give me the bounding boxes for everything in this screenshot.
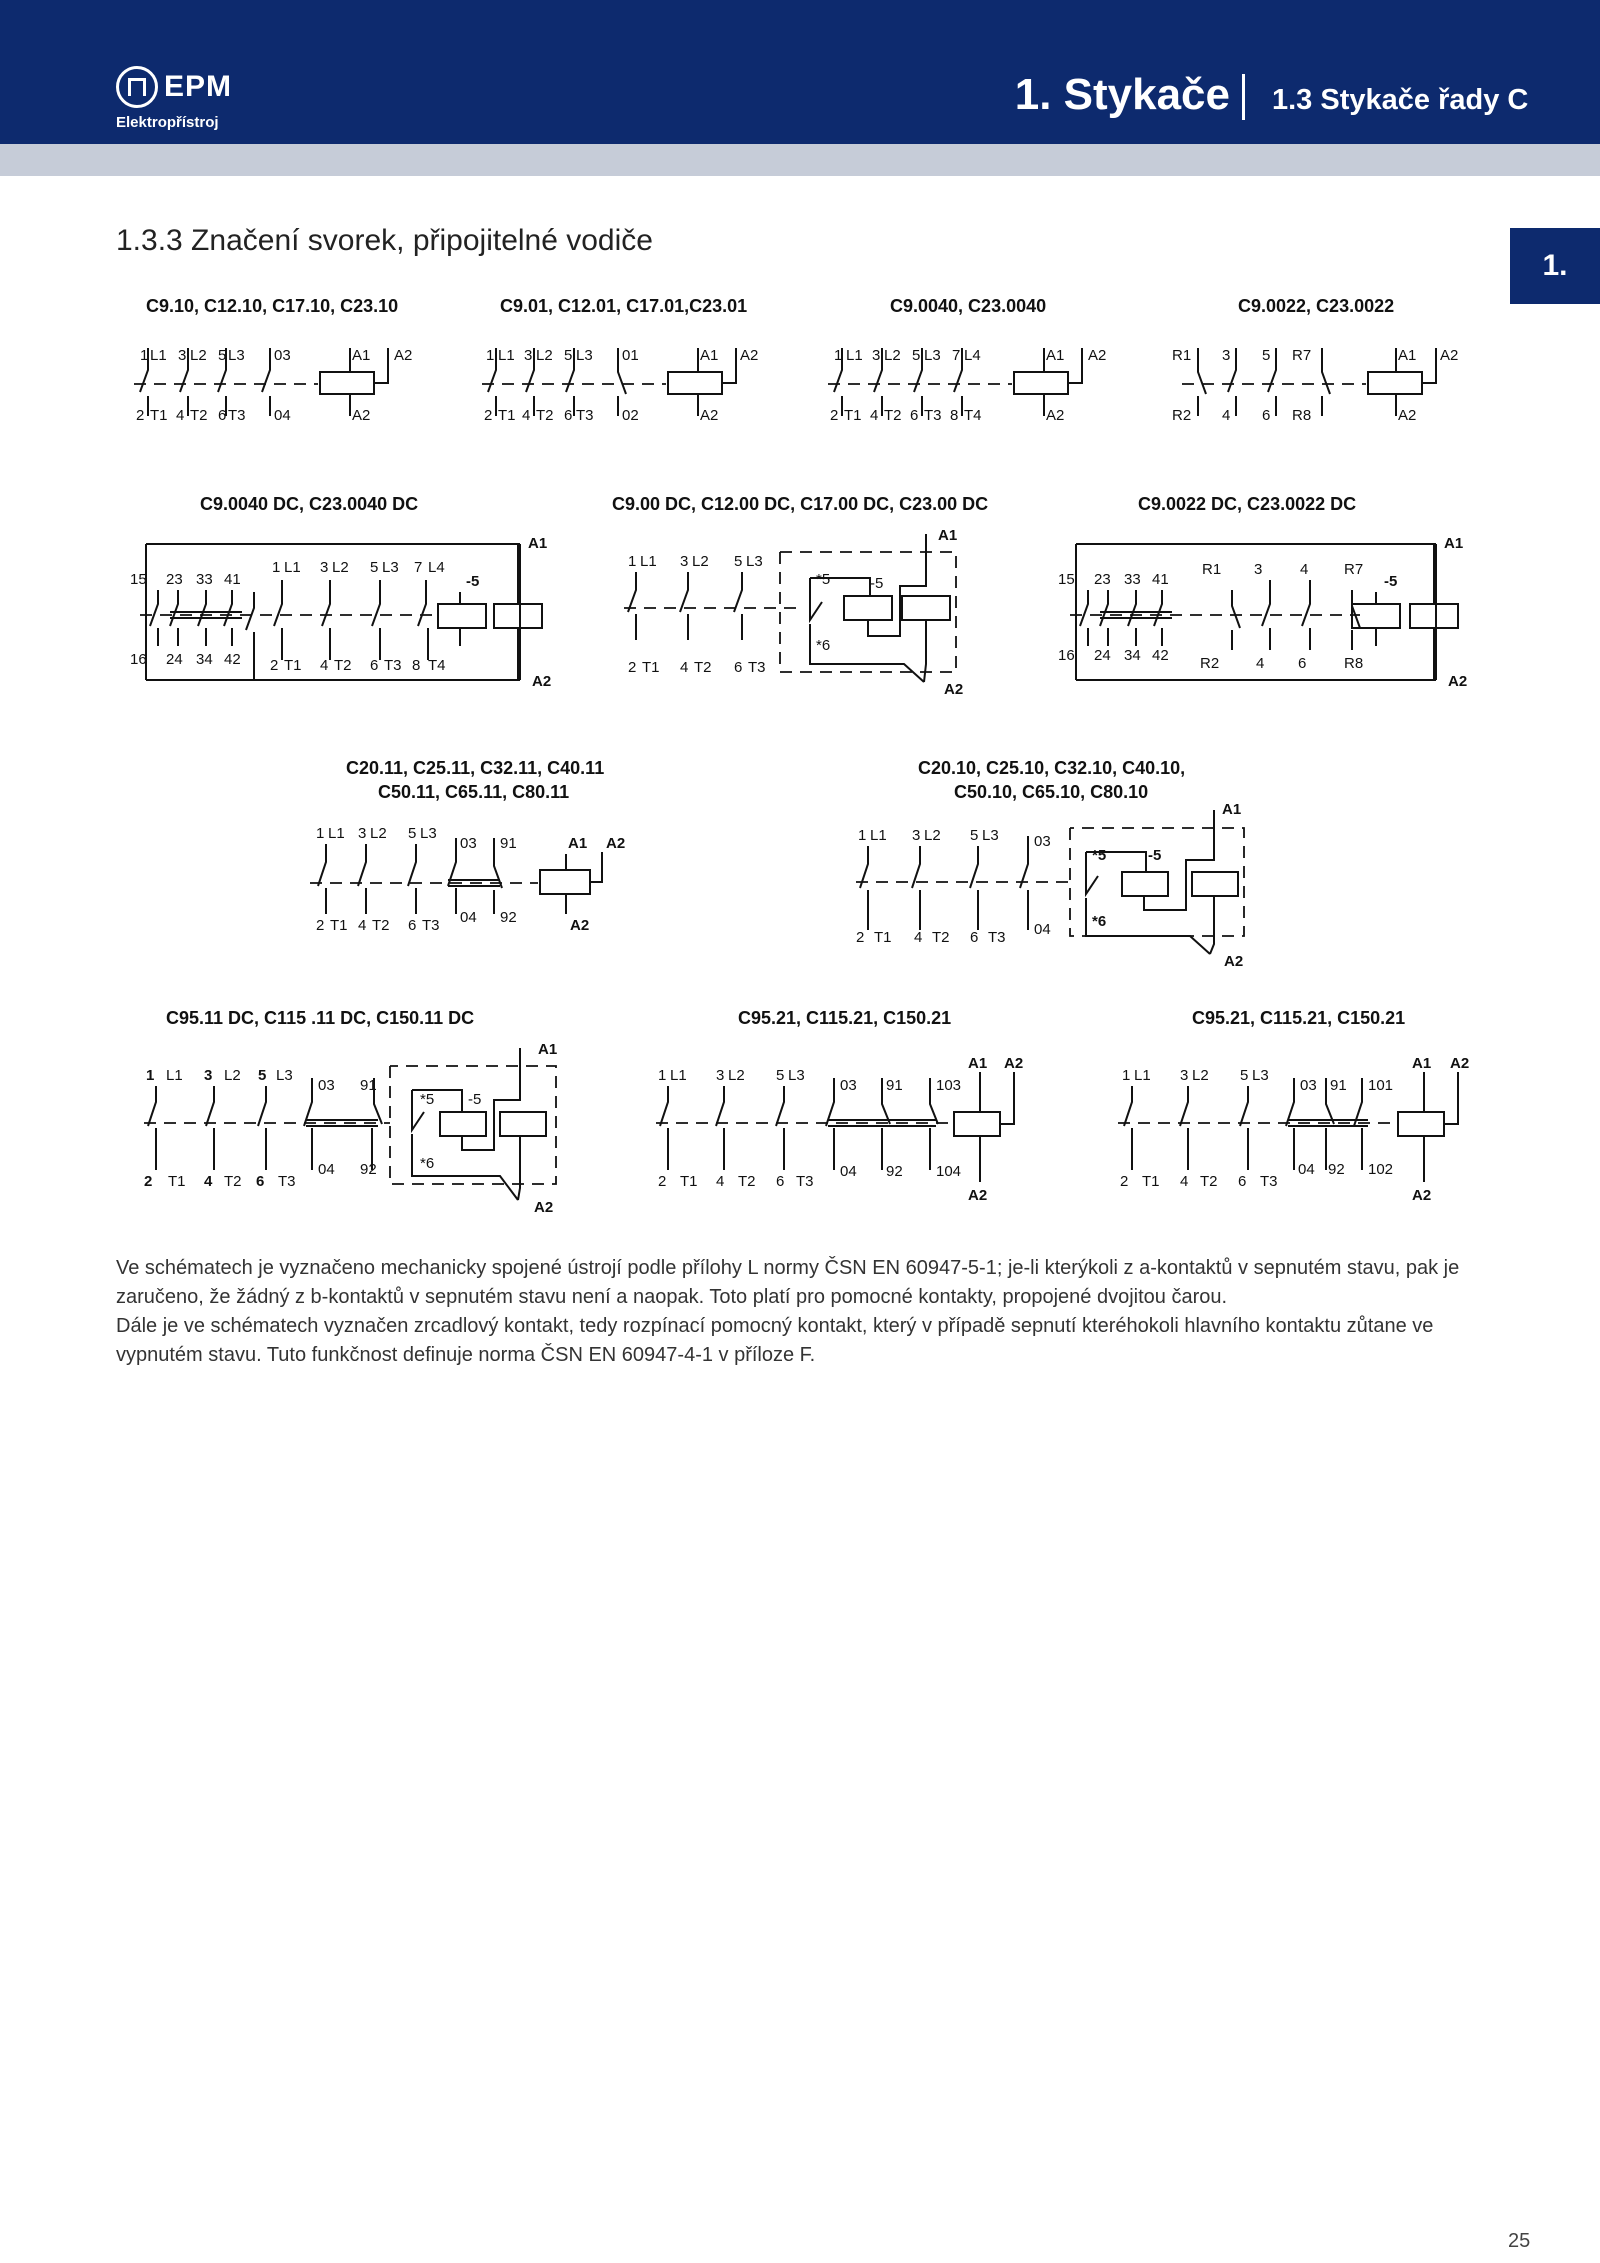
terminal-label: 2 (484, 407, 493, 424)
terminal-label: L1 (166, 1067, 183, 1084)
terminal-label: 4 (204, 1173, 213, 1190)
diagram-title: C95.11 DC, C115 .11 DC, C150.11 DC (166, 1008, 475, 1028)
terminal-label: 6 (1298, 655, 1307, 672)
terminal-label: 91 (500, 835, 517, 852)
terminal-label: 6 (370, 657, 379, 674)
terminal-label: 92 (1328, 1161, 1345, 1178)
terminal-label: 3 (358, 825, 367, 842)
terminal-label: T3 (384, 657, 402, 674)
terminal-label: *6 (816, 637, 831, 654)
terminal-label: T2 (738, 1173, 756, 1190)
terminal-label: A2 (394, 347, 413, 364)
terminal-label: A2 (1224, 953, 1244, 970)
terminal-label: L2 (692, 553, 709, 570)
terminal-label: 03 (274, 347, 291, 364)
terminal-label: 1 (486, 347, 495, 364)
terminal-label: *6 (420, 1155, 435, 1172)
diagram-title: C9.00 DC, C12.00 DC, C17.00 DC, C23.00 DC (612, 494, 989, 514)
diagram-c9-0040-dc (130, 494, 551, 690)
terminal-label: 6 (734, 659, 743, 676)
terminal-label: 2 (1120, 1173, 1129, 1190)
diagram-c95-21-b (1118, 1008, 1469, 1204)
terminal-label: T3 (1260, 1173, 1278, 1190)
page-number: 25 (1508, 2230, 1531, 2252)
terminal-label: A1 (1046, 347, 1065, 364)
diagram-title-line2: C50.10, C65.10, C80.10 (954, 782, 1149, 802)
terminal-label: *6 (1092, 913, 1107, 930)
terminal-label: 4 (716, 1173, 725, 1190)
terminal-label: A2 (700, 407, 719, 424)
diagram-title-line2: C50.11, C65.11, C80.11 (378, 782, 570, 802)
terminal-label: 04 (274, 407, 291, 424)
diagram-title: C9.0040 DC, C23.0040 DC (200, 494, 419, 514)
terminal-label: A1 (568, 835, 588, 852)
terminal-label: L2 (536, 347, 553, 364)
terminal-label: L3 (276, 1067, 293, 1084)
terminal-label: 4 (522, 407, 531, 424)
terminal-label: 1 (272, 559, 281, 576)
terminal-label: T1 (284, 657, 302, 674)
terminal-label: A2 (1450, 1055, 1470, 1072)
terminal-label: 15 (130, 571, 147, 588)
terminal-label: 24 (1094, 647, 1111, 664)
terminal-label: 4 (914, 929, 923, 946)
terminal-label: 2 (658, 1173, 667, 1190)
terminal-label: 03 (1034, 833, 1051, 850)
terminal-label: 102 (1368, 1161, 1394, 1178)
terminal-label: L2 (924, 827, 941, 844)
diagram-c20-11 (310, 758, 625, 934)
terminal-label: L3 (746, 553, 763, 570)
terminal-label: *5 (1092, 847, 1107, 864)
terminal-label: A1 (1444, 535, 1464, 552)
terminal-label: A2 (1088, 347, 1107, 364)
terminal-label: T2 (884, 407, 902, 424)
terminal-label: 4 (1256, 655, 1265, 672)
terminal-label: T1 (844, 407, 862, 424)
diagram-title: C9.0022 DC, C23.0022 DC (1138, 494, 1357, 514)
terminal-label: 3 (320, 559, 329, 576)
terminal-label: 01 (622, 347, 639, 364)
terminal-label: T1 (150, 407, 168, 424)
logo-brand: EPM (164, 70, 233, 103)
terminal-label: -5 (468, 1091, 482, 1108)
terminal-label: *5 (420, 1091, 435, 1108)
terminal-label: L3 (382, 559, 399, 576)
terminal-label: 4 (1180, 1173, 1189, 1190)
terminal-label: A1 (528, 535, 548, 552)
terminal-label: 101 (1368, 1077, 1394, 1094)
terminal-label: T3 (576, 407, 594, 424)
terminal-label: T2 (372, 917, 390, 934)
terminal-label: 23 (166, 571, 183, 588)
terminal-label: L3 (924, 347, 941, 364)
terminal-label: R2 (1172, 407, 1192, 424)
terminal-label: T1 (1142, 1173, 1160, 1190)
terminal-label: 4 (176, 407, 185, 424)
terminal-label: 24 (166, 651, 183, 668)
terminal-label: 41 (1152, 571, 1169, 588)
terminal-label: A1 (352, 347, 371, 364)
terminal-label: L2 (1192, 1067, 1209, 1084)
terminal-label: 3 (716, 1067, 725, 1084)
terminal-label: 2 (628, 659, 637, 676)
terminal-label: 5 (564, 347, 573, 364)
terminal-label: A2 (1398, 407, 1417, 424)
terminal-label: 34 (196, 651, 213, 668)
terminal-label: T2 (1200, 1173, 1218, 1190)
terminal-label: R1 (1202, 561, 1222, 578)
diagram-c9-10 (134, 296, 412, 424)
terminal-label: 5 (970, 827, 979, 844)
chapter-title: 1. Stykače (1014, 70, 1230, 119)
terminal-label: T3 (924, 407, 942, 424)
terminal-label: A2 (944, 681, 964, 698)
terminal-label: 6 (218, 407, 227, 424)
terminal-label: 04 (460, 909, 477, 926)
terminal-label: A2 (1412, 1187, 1432, 1204)
terminal-label: 04 (1034, 921, 1051, 938)
terminal-label: 5 (218, 347, 227, 364)
terminal-label: L1 (870, 827, 887, 844)
terminal-label: L3 (228, 347, 245, 364)
terminal-label: 34 (1124, 647, 1141, 664)
terminal-label: 1 (858, 827, 867, 844)
terminal-label: T2 (334, 657, 352, 674)
diagram-c9-0022-dc (1058, 494, 1467, 690)
terminal-label: 6 (910, 407, 919, 424)
terminal-label: 33 (196, 571, 213, 588)
terminal-label: 7 (952, 347, 961, 364)
terminal-label: A2 (1448, 673, 1468, 690)
terminal-label: L1 (670, 1067, 687, 1084)
terminal-label: L1 (846, 347, 863, 364)
terminal-label: L2 (884, 347, 901, 364)
terminal-label: 1 (316, 825, 325, 842)
terminal-label: L4 (964, 347, 981, 364)
terminal-label: T2 (932, 929, 950, 946)
terminal-label: 2 (144, 1173, 153, 1190)
diagram-title: C9.0040, C23.0040 (890, 296, 1047, 316)
terminal-label: 2 (316, 917, 325, 934)
terminal-label: 3 (178, 347, 187, 364)
terminal-label: 5 (370, 559, 379, 576)
terminal-label: 92 (360, 1161, 377, 1178)
terminal-label: L3 (576, 347, 593, 364)
terminal-label: T1 (168, 1173, 186, 1190)
terminal-label: L2 (224, 1067, 241, 1084)
terminal-label: 1 (146, 1067, 155, 1084)
diagram-c9-00-dc (612, 494, 988, 698)
terminal-label: 8 (412, 657, 421, 674)
diagram-c9-0040 (828, 296, 1106, 424)
terminal-label: 1 (628, 553, 637, 570)
terminal-label: 5 (1262, 347, 1271, 364)
terminal-label: T1 (874, 929, 892, 946)
terminal-label: 3 (872, 347, 881, 364)
logo-subtitle: Elektropřístroj (116, 114, 219, 131)
terminal-label: 1 (140, 347, 149, 364)
terminal-label: A2 (968, 1187, 988, 1204)
chapter-subtitle: 1.3 Stykače řady C (1272, 84, 1529, 116)
terminal-label: 6 (564, 407, 573, 424)
terminal-label: A2 (532, 673, 552, 690)
terminal-label: R1 (1172, 347, 1192, 364)
terminal-label: L1 (640, 553, 657, 570)
diagram-c9-01 (482, 296, 758, 424)
terminal-label: T2 (224, 1173, 242, 1190)
terminal-label: L2 (332, 559, 349, 576)
terminal-label: L1 (1134, 1067, 1151, 1084)
terminal-label: 3 (204, 1067, 213, 1084)
terminal-label: T4 (428, 657, 446, 674)
diagram-title-line1: C20.11, C25.11, C32.11, C40.11 (346, 758, 605, 778)
terminal-label: 1 (658, 1067, 667, 1084)
terminal-label: A2 (606, 835, 626, 852)
terminal-label: L3 (982, 827, 999, 844)
terminal-label: A1 (1412, 1055, 1432, 1072)
terminal-label: L3 (788, 1067, 805, 1084)
terminal-label: L3 (1252, 1067, 1269, 1084)
terminal-label: 16 (1058, 647, 1075, 664)
terminal-label: A1 (538, 1041, 558, 1058)
terminal-label: 23 (1094, 571, 1111, 588)
diagram-title: C9.0022, C23.0022 (1238, 296, 1395, 316)
terminal-label: 4 (680, 659, 689, 676)
diagram-title: C9.10, C12.10, C17.10, C23.10 (146, 296, 399, 316)
terminal-label: R2 (1200, 655, 1220, 672)
terminal-label: 5 (258, 1067, 267, 1084)
terminal-label: L1 (150, 347, 167, 364)
terminal-label: *5 (816, 571, 831, 588)
terminal-label: T1 (330, 917, 348, 934)
terminal-label: -5 (466, 573, 480, 590)
terminal-label: A1 (1222, 801, 1242, 818)
terminal-label: T1 (680, 1173, 698, 1190)
terminal-label: 4 (1222, 407, 1231, 424)
terminal-label: 91 (886, 1077, 903, 1094)
terminal-label: 4 (320, 657, 329, 674)
terminal-label: T4 (964, 407, 982, 424)
terminal-label: 02 (622, 407, 639, 424)
terminal-label: T3 (422, 917, 440, 934)
terminal-label: R7 (1292, 347, 1312, 364)
terminal-label: L2 (728, 1067, 745, 1084)
terminal-label: A2 (534, 1199, 554, 1216)
terminal-label: A2 (570, 917, 590, 934)
terminal-label: 5 (1240, 1067, 1249, 1084)
terminal-label: 04 (318, 1161, 335, 1178)
terminal-label: T3 (228, 407, 246, 424)
terminal-label: 03 (1300, 1077, 1317, 1094)
diagram-title-line1: C20.10, C25.10, C32.10, C40.10, (918, 758, 1186, 778)
terminal-label: 6 (1262, 407, 1271, 424)
terminal-label: T2 (536, 407, 554, 424)
terminal-label: 1 (1122, 1067, 1131, 1084)
terminal-label: 04 (840, 1163, 857, 1180)
terminal-label: A1 (938, 527, 958, 544)
terminal-label: A1 (1398, 347, 1417, 364)
terminal-label: 42 (224, 651, 241, 668)
terminal-label: L1 (328, 825, 345, 842)
terminal-label: T1 (642, 659, 660, 676)
terminal-label: T2 (694, 659, 712, 676)
notes-paragraph-1: Ve schématech je vyznačeno mechanicky spojené ústrojí podle přílohy L normy ČSN EN 60947-5-1; je-li kterýkoli z a-kontaktů v sepnutém stavu, pak je zaručeno, že žádný z b-kontaktů v sepnutém stavu není a naopak. Toto platí pro pomocné kontakty, propojené dvojitou čarou. (116, 1257, 1460, 1308)
terminal-label: 6 (776, 1173, 785, 1190)
terminal-label: A2 (1004, 1055, 1024, 1072)
terminal-label: 6 (408, 917, 417, 934)
terminal-label: 5 (734, 553, 743, 570)
terminal-label: 7 (414, 559, 423, 576)
terminal-label: 2 (856, 929, 865, 946)
terminal-label: 6 (1238, 1173, 1247, 1190)
terminal-label: 2 (830, 407, 839, 424)
chapter-side-tab: 1. (1510, 228, 1600, 304)
terminal-label: 92 (500, 909, 517, 926)
terminal-label: 41 (224, 571, 241, 588)
terminal-label: 91 (360, 1077, 377, 1094)
terminal-label: 91 (1330, 1077, 1347, 1094)
terminal-label: 04 (1298, 1161, 1315, 1178)
terminal-label: 4 (1300, 561, 1309, 578)
terminal-label: 6 (256, 1173, 265, 1190)
terminal-label: L2 (370, 825, 387, 842)
terminal-label: T3 (988, 929, 1006, 946)
terminal-label: 3 (680, 553, 689, 570)
terminal-label: 16 (130, 651, 147, 668)
terminal-label: L2 (190, 347, 207, 364)
diagram-c95-11-dc (144, 1008, 557, 1216)
terminal-label: 2 (270, 657, 279, 674)
terminal-label: A1 (700, 347, 719, 364)
terminal-label: A1 (968, 1055, 988, 1072)
terminal-label: A2 (1046, 407, 1065, 424)
diagram-title: C95.21, C115.21, C150.21 (738, 1008, 952, 1028)
terminal-label: 4 (870, 407, 879, 424)
terminal-label: R7 (1344, 561, 1364, 578)
diagram-c95-21-a (656, 1008, 1023, 1204)
diagram-c20-10 (856, 758, 1244, 970)
terminal-label: 42 (1152, 647, 1169, 664)
terminal-label: T3 (748, 659, 766, 676)
terminal-label: T2 (190, 407, 208, 424)
terminal-label: -5 (1384, 573, 1398, 590)
terminal-label: 103 (936, 1077, 962, 1094)
terminal-label: A2 (352, 407, 371, 424)
diagram-c9-0022 (1172, 296, 1458, 424)
notes-paragraph-2: Dále je ve schématech vyznačen zrcadlový kontakt, tedy rozpínací pomocný kontakt, který v případě sepnutí kteréhokoli hlavního kontaktu zůtane ve vypnutém stavu. Tuto funkčnost definuje norma ČSN EN 60947-4-1 v příloze F. (116, 1315, 1434, 1366)
terminal-label: 1 (834, 347, 843, 364)
terminal-label: R8 (1344, 655, 1364, 672)
terminal-label: L1 (284, 559, 301, 576)
terminal-label: 8 (950, 407, 959, 424)
terminal-label: R8 (1292, 407, 1312, 424)
terminal-label: 3 (1222, 347, 1231, 364)
terminal-label: 6 (970, 929, 979, 946)
terminal-label: T1 (498, 407, 516, 424)
terminal-label: 5 (408, 825, 417, 842)
terminal-label: 3 (912, 827, 921, 844)
terminal-label: 15 (1058, 571, 1075, 588)
terminal-label: T3 (796, 1173, 814, 1190)
terminal-label: 3 (524, 347, 533, 364)
terminal-label: A2 (1440, 347, 1459, 364)
terminal-label: 3 (1254, 561, 1263, 578)
terminal-label: 33 (1124, 571, 1141, 588)
terminal-label: -5 (870, 575, 884, 592)
diagram-title: C9.01, C12.01, C17.01,C23.01 (500, 296, 748, 316)
terminal-label: 3 (1180, 1067, 1189, 1084)
terminal-label: L1 (498, 347, 515, 364)
terminal-label: 03 (840, 1077, 857, 1094)
terminal-label: L3 (420, 825, 437, 842)
terminal-label: 104 (936, 1163, 962, 1180)
diagram-title: C95.21, C115.21, C150.21 (1192, 1008, 1406, 1028)
section-title: 1.3.3 Značení svorek, připojitelné vodiče (116, 224, 653, 257)
terminal-label: L4 (428, 559, 445, 576)
terminal-label: 92 (886, 1163, 903, 1180)
terminal-label: 03 (460, 835, 477, 852)
terminal-label: A2 (740, 347, 759, 364)
terminal-label: 5 (912, 347, 921, 364)
terminal-label: T3 (278, 1173, 296, 1190)
terminal-label: 4 (358, 917, 367, 934)
terminal-label: 5 (776, 1067, 785, 1084)
terminal-label: 03 (318, 1077, 335, 1094)
terminal-label: -5 (1148, 847, 1162, 864)
terminal-label: 2 (136, 407, 145, 424)
